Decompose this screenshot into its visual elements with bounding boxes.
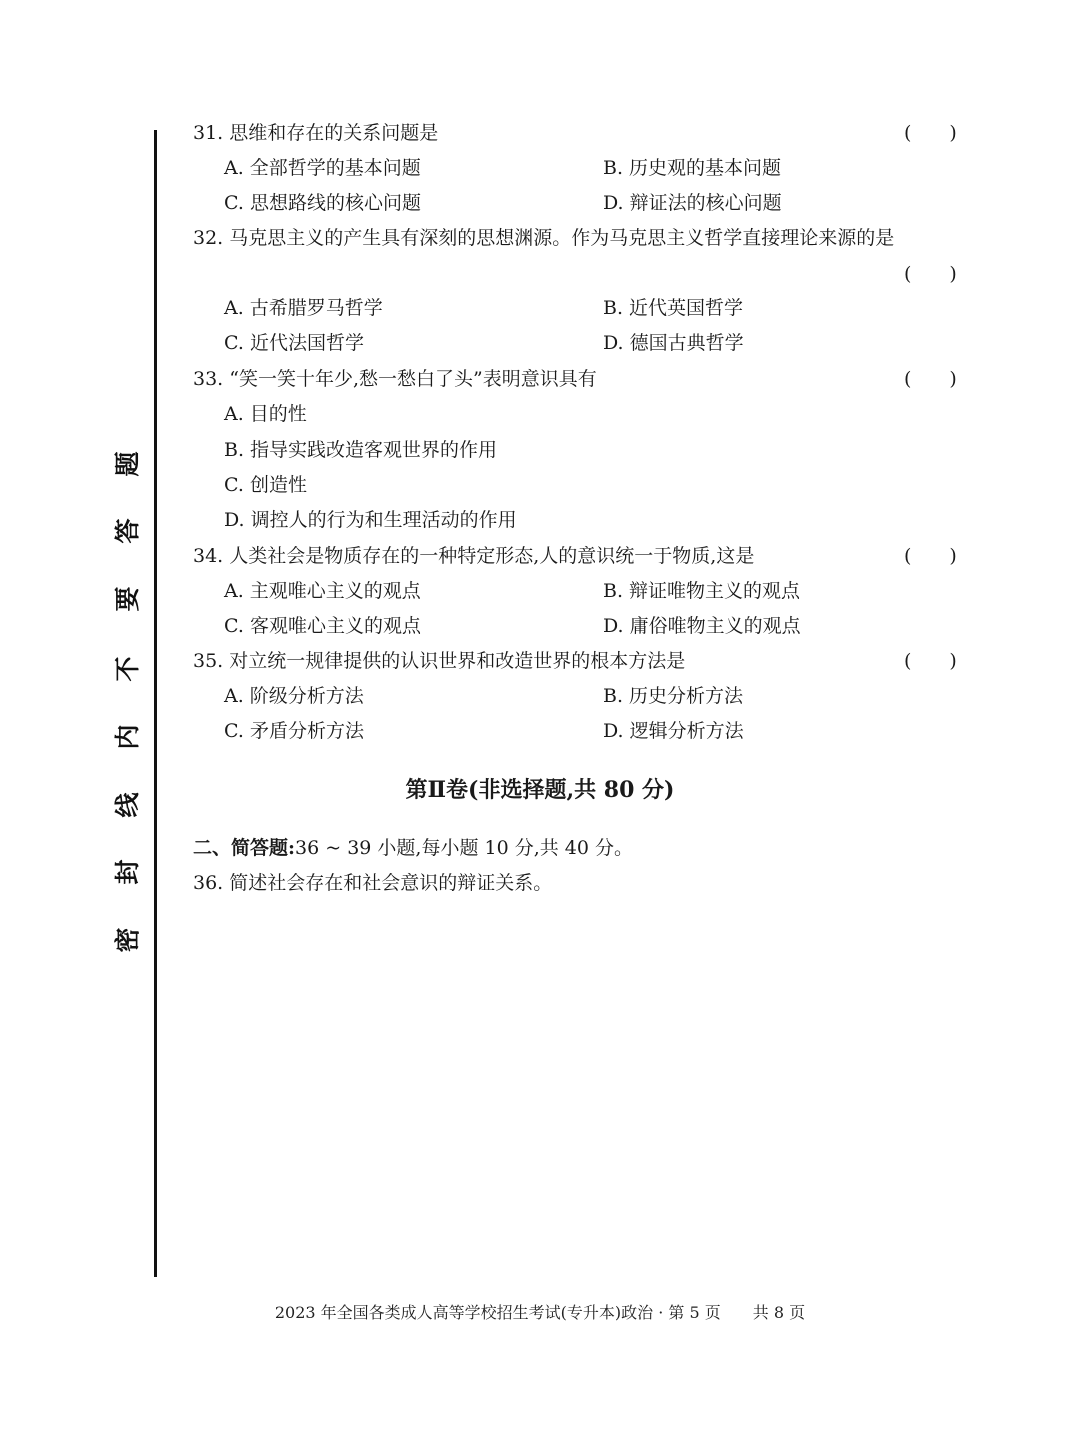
option-b: B. 指导实践改造客观世界的作用 [224,439,498,461]
option-c: C. 矛盾分析方法 [224,720,364,742]
seal-char: 线 [113,792,142,818]
seal-char: 答 [113,518,142,544]
option-a: A. 目的性 [224,403,307,425]
answer-paren: ( ) [904,122,957,144]
option-d: D. 调控人的行为和生理活动的作用 [224,509,517,531]
option-a: A. 全部哲学的基本问题 [224,157,421,179]
option-c: C. 创造性 [224,474,307,496]
option-a: A. 阶级分析方法 [224,685,364,707]
seal-char: 封 [113,859,142,885]
option-b: B. 辩证唯物主义的观点 [603,580,801,602]
option-c: C. 近代法国哲学 [224,332,364,354]
seal-char: 密 [113,927,142,953]
option-c: C. 思想路线的核心问题 [224,192,421,214]
answer-paren: ( ) [904,650,957,672]
question-text: “笑一笑十年少,愁一愁白了头”表明意识具有 [229,368,597,390]
option-b: B. 近代英国哲学 [603,297,744,319]
option-b: B. 历史观的基本问题 [603,157,782,179]
question-number: 31. [193,122,224,144]
option-d: D. 辩证法的核心问题 [603,192,782,214]
question-number: 35. [193,650,224,672]
answer-paren: ( ) [904,545,957,567]
option-c: C. 客观唯心主义的观点 [224,615,421,637]
option-d: D. 庸俗唯物主义的观点 [603,615,801,637]
question-32-stem [193,226,894,250]
question-33-stem [193,367,597,391]
question-text: 人类社会是物质存在的一种特定形态,人的意识统一于物质,这是 [229,545,755,567]
question-number: 33. [193,368,224,390]
question-text: 马克思主义的产生具有深刻的思想渊源。作为马克思主义哲学直接理论来源的是 [229,227,895,249]
option-a: A. 古希腊罗马哲学 [224,297,383,319]
page-footer: 2023 年全国各类成人高等学校招生考试(专升本)政治 · 第 5 页 共 8 页 [274,1303,806,1322]
short-answer-label: 二、简答题: [193,837,296,859]
option-d: D. 德国古典哲学 [603,332,744,354]
answer-paren: ( ) [904,368,957,390]
question-number: 32. [193,227,224,249]
short-answer-heading [193,836,633,860]
question-36: 36. 简述社会存在和社会意识的辩证关系。 [193,872,553,894]
question-text: 对立统一规律提供的认识世界和改造世界的根本方法是 [229,650,686,672]
question-35-stem [193,649,685,673]
question-34-stem [193,544,754,568]
seal-char: 内 [113,724,142,750]
question-31-stem [193,121,438,145]
question-number: 34. [193,545,224,567]
seal-line [154,130,157,1277]
question-text: 思维和存在的关系问题是 [229,122,439,144]
option-b: B. 历史分析方法 [603,685,744,707]
short-answer-instruction: 36 ~ 39 小题,每小题 10 分,共 40 分。 [295,837,633,859]
section-title: 第Ⅱ卷(非选择题,共 80 分) [405,777,675,803]
seal-char: 不 [113,656,142,682]
seal-char: 要 [113,586,142,612]
answer-paren: ( ) [904,263,957,285]
option-d: D. 逻辑分析方法 [603,720,744,742]
option-a: A. 主观唯心主义的观点 [224,580,421,602]
seal-char: 题 [113,451,142,477]
